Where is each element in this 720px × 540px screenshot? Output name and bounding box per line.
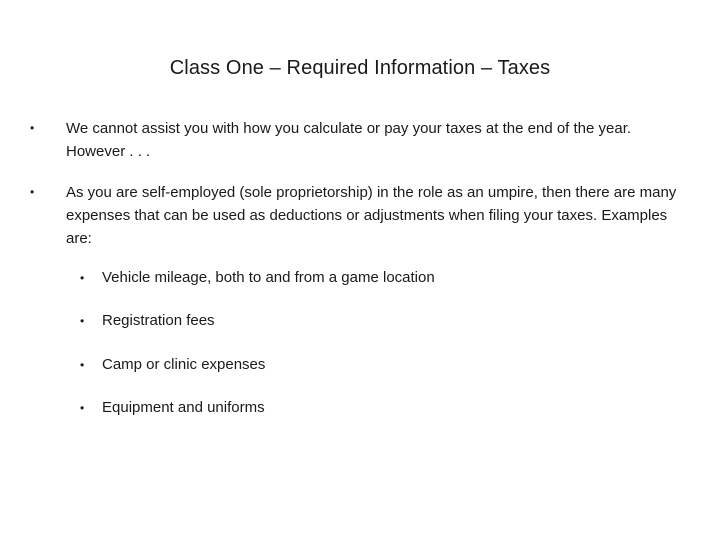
bullet-marker: • xyxy=(80,271,85,285)
sub-bullet-text: Equipment and uniforms xyxy=(102,399,265,416)
bullet-marker: • xyxy=(30,121,35,135)
bullet-text: As you are self-employed (sole proprietorship) in the role as an umpire, then there are many expenses that can be used as deductions or adjustments when filing your taxes. Examples are: xyxy=(66,184,677,247)
sub-bullet-item xyxy=(80,268,680,288)
bullet-marker: • xyxy=(80,358,85,372)
sub-bullet-item xyxy=(80,311,680,331)
sub-bullet-text: Vehicle mileage, both to and from a game location xyxy=(102,269,435,286)
bullet-marker: • xyxy=(30,185,35,199)
sub-bullet-text: Camp or clinic expenses xyxy=(102,356,266,373)
slide-title: Class One – Required Information – Taxes xyxy=(169,57,551,79)
bullet-marker: • xyxy=(80,314,85,328)
bullet-item xyxy=(30,181,680,250)
bullet-text: We cannot assist you with how you calculate or pay your taxes at the end of the year. However . . . xyxy=(66,120,632,160)
sub-bullet-item xyxy=(80,355,680,375)
sub-bullet-text: Registration fees xyxy=(102,312,215,329)
sub-bullet-item xyxy=(80,398,680,418)
bullet-marker: • xyxy=(80,401,85,415)
bullet-item xyxy=(30,117,680,163)
